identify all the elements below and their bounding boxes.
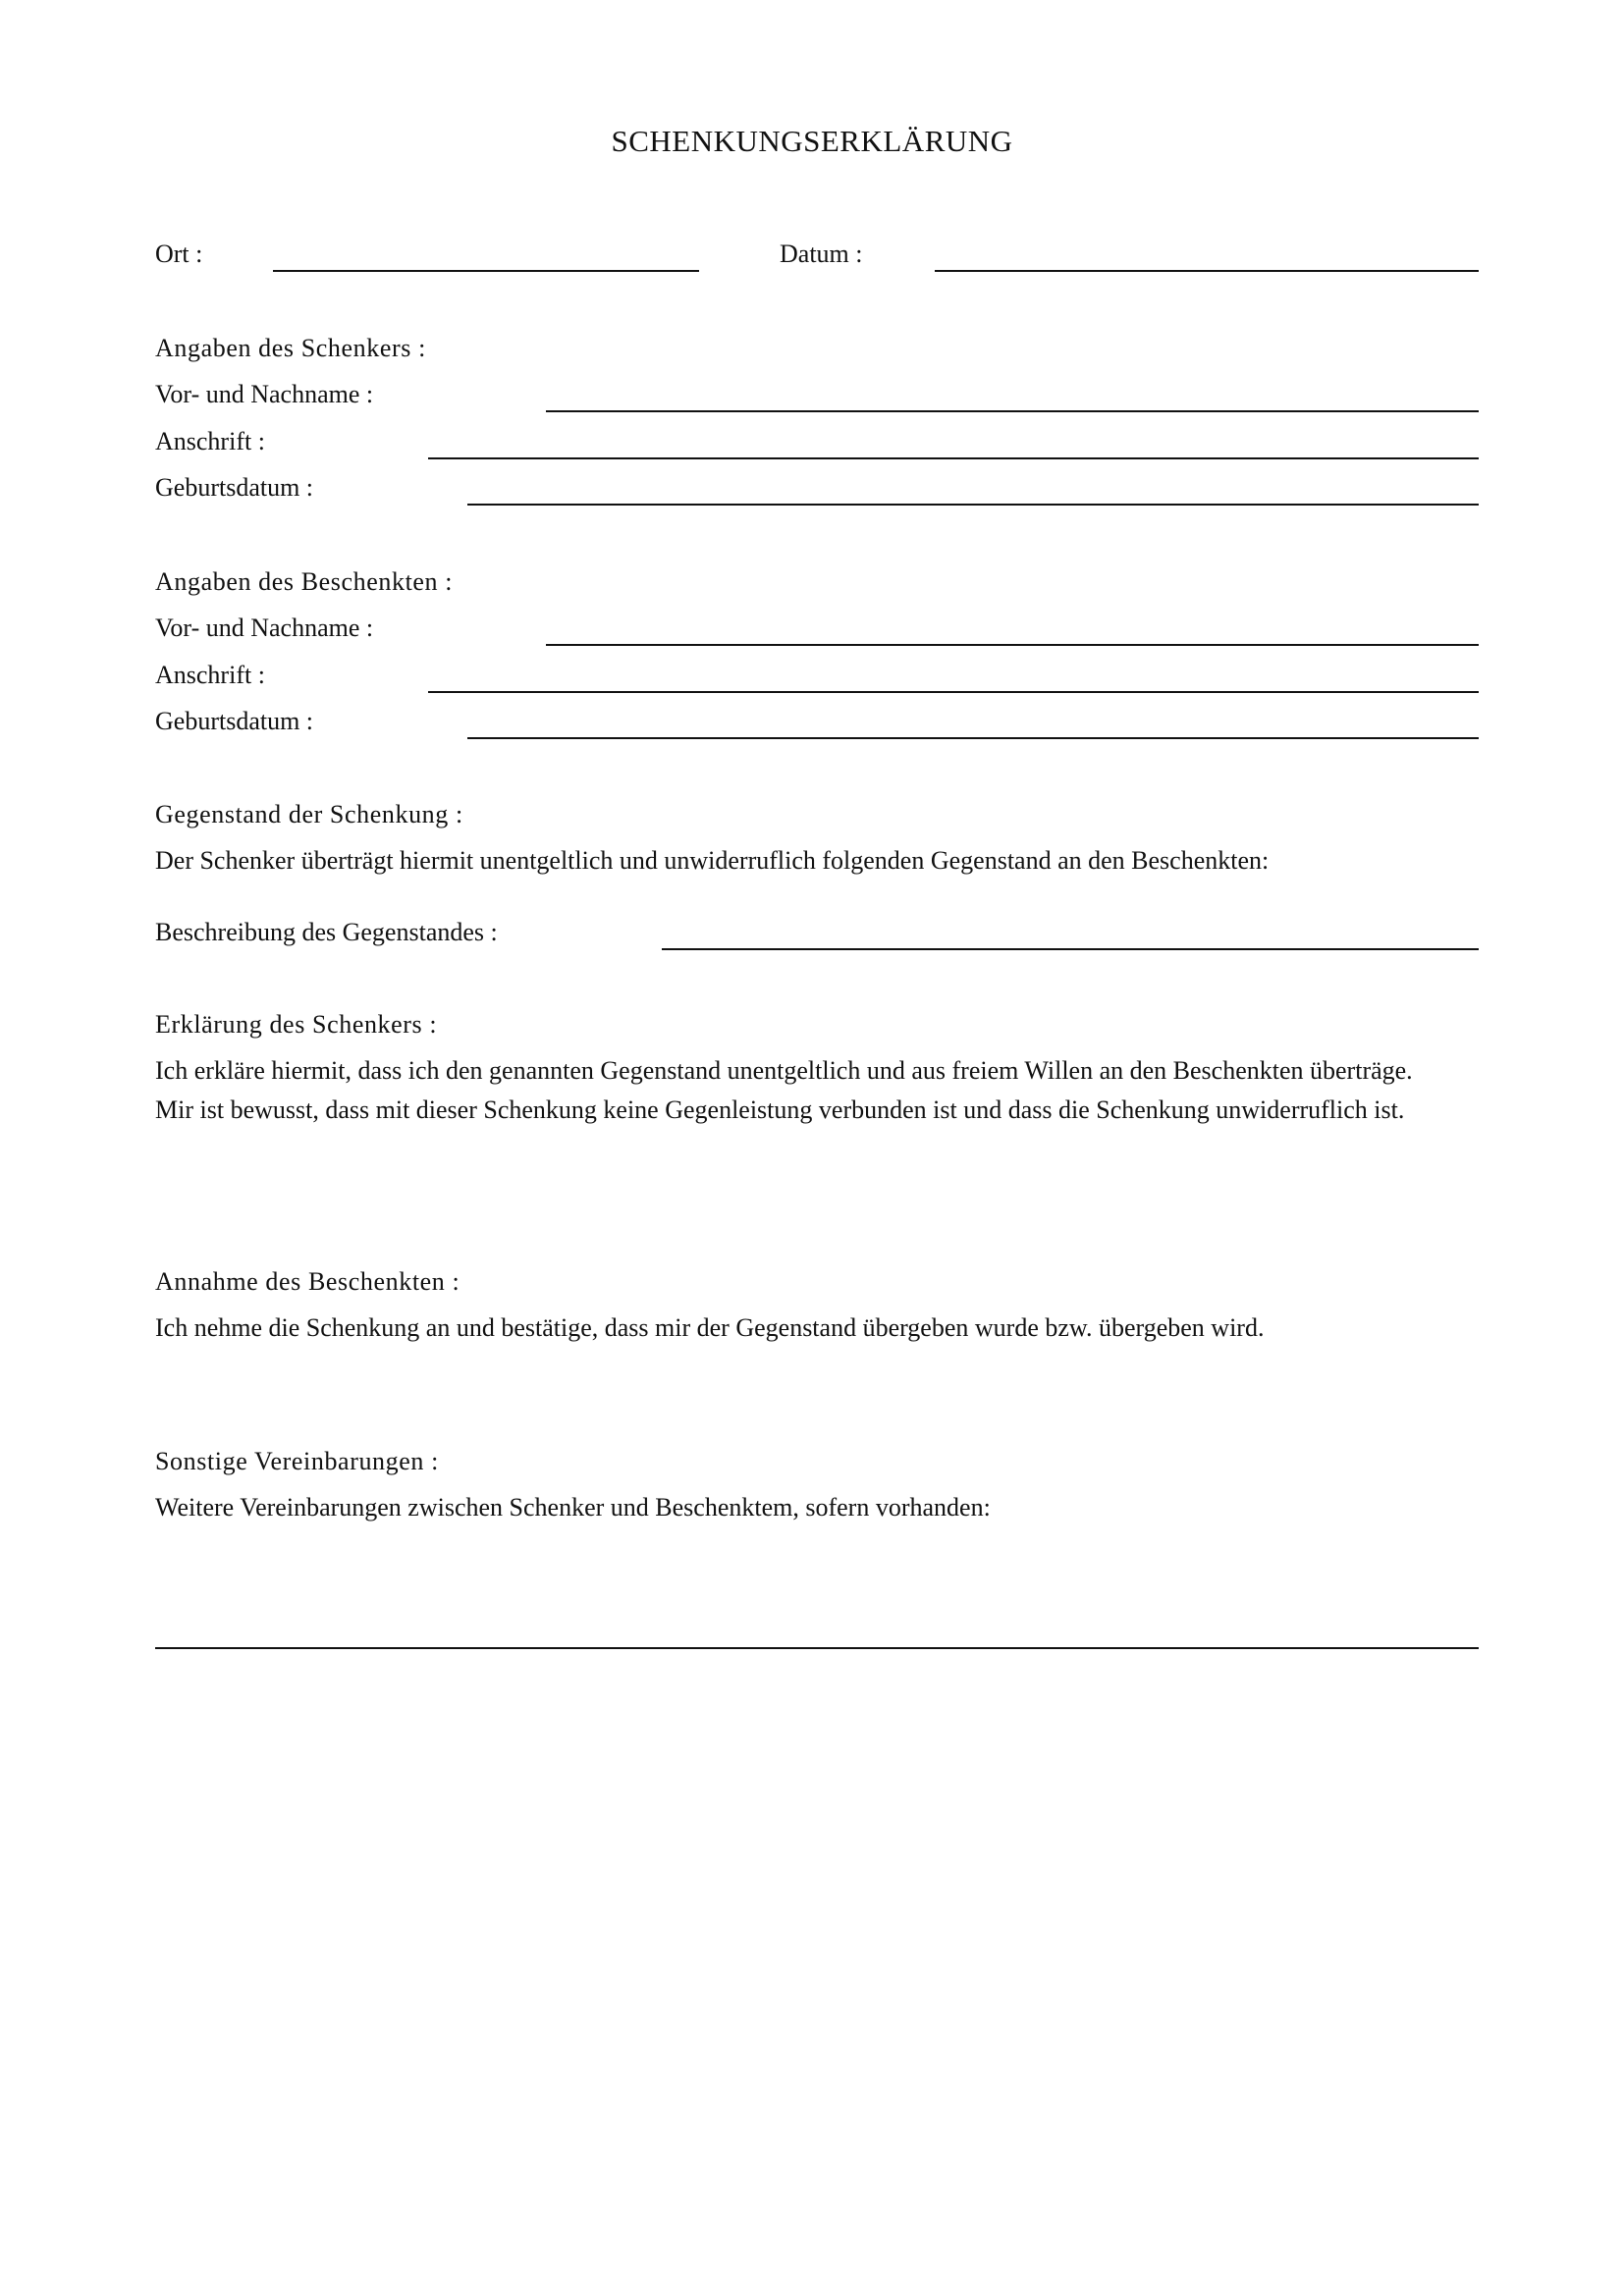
schenker-address-label: Anschrift : — [155, 427, 265, 455]
schenker-birthdate-label: Geburtsdatum : — [155, 473, 314, 502]
gegenstand-text: Der Schenker überträgt hiermit unentgeltlich und unwiderruflich folgenden Gegenstand an den Beschenkten: — [155, 846, 1270, 875]
datum-field-line[interactable] — [935, 270, 1479, 272]
schenker-address-field-line[interactable] — [428, 457, 1479, 459]
schenker-name-field-line[interactable] — [546, 410, 1479, 412]
annahme-heading: Annahme des Beschenkten : — [155, 1267, 460, 1296]
erklaerung-text: Ich erkläre hiermit, dass ich den genannten Gegenstand unentgeltlich und aus freiem Willen an den Beschenkten überträge. Mir ist bewusst, dass mit dieser Schenkung keine Gegenleistung verbunden ist und dass die Schenkung unwiderruflich ist. — [155, 1056, 1413, 1124]
sonstige-field-line[interactable] — [155, 1647, 1479, 1649]
beschenkter-birthdate-label: Geburtsdatum : — [155, 707, 314, 735]
gegenstand-description-field-line[interactable] — [662, 948, 1479, 950]
gegenstand-heading: Gegenstand der Schenkung : — [155, 800, 463, 828]
beschenkter-heading: Angaben des Beschenkten : — [155, 567, 454, 596]
ort-label: Ort : — [155, 240, 203, 268]
sonstige-text: Weitere Vereinbarungen zwischen Schenker und Beschenktem, sofern vorhanden: — [155, 1493, 991, 1522]
schenker-birthdate-field-line[interactable] — [467, 504, 1479, 506]
beschenkter-name-field-line[interactable] — [546, 644, 1479, 646]
ort-field-line[interactable] — [273, 270, 699, 272]
beschenkter-name-label: Vor- und Nachname : — [155, 614, 374, 642]
sonstige-heading: Sonstige Vereinbarungen : — [155, 1447, 439, 1475]
beschenkter-address-label: Anschrift : — [155, 661, 265, 689]
schenker-heading: Angaben des Schenkers : — [155, 334, 426, 362]
erklaerung-heading: Erklärung des Schenkers : — [155, 1010, 438, 1039]
annahme-text: Ich nehme die Schenkung an und bestätige, dass mir der Gegenstand übergeben wurde bzw. übergeben wird. — [155, 1313, 1265, 1342]
schenker-name-label: Vor- und Nachname : — [155, 380, 374, 408]
document-title: SCHENKUNGSERKLÄRUNG — [611, 124, 1013, 158]
beschenkter-address-field-line[interactable] — [428, 691, 1479, 693]
beschenkter-birthdate-field-line[interactable] — [467, 737, 1479, 739]
gegenstand-description-label: Beschreibung des Gegenstandes : — [155, 918, 498, 946]
datum-label: Datum : — [780, 240, 863, 268]
